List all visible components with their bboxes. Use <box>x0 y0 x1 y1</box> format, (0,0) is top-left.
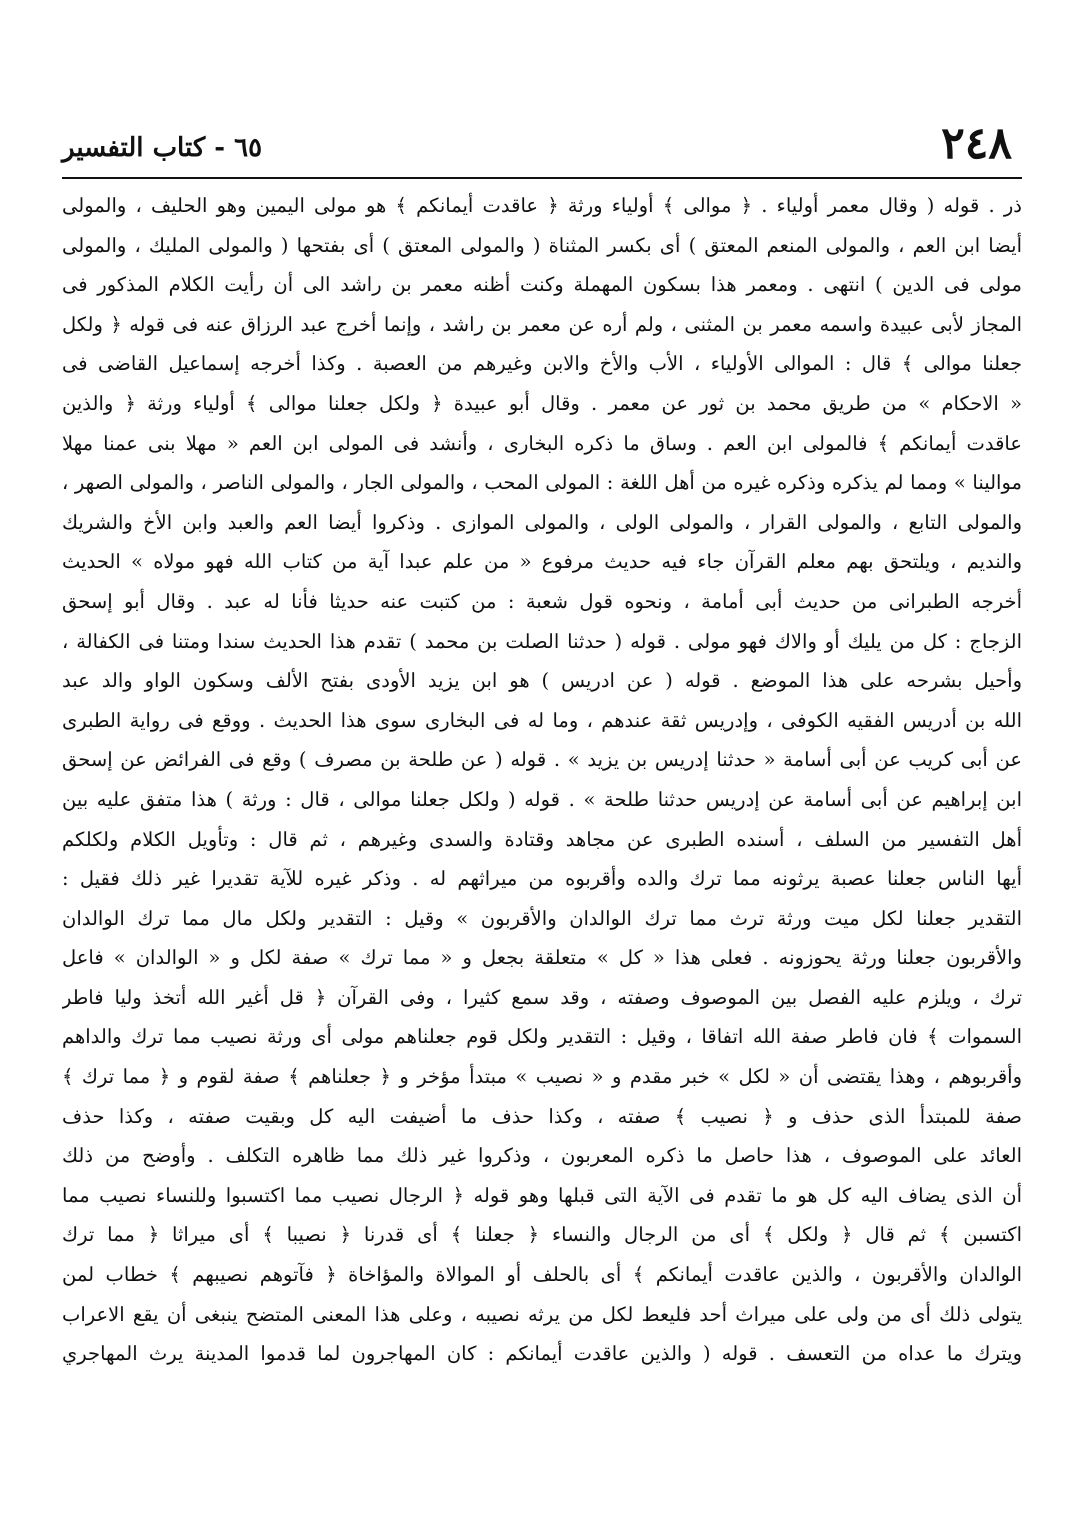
text-line: يتولى ذلك أى من ولى على ميراث أحد فليعط لكل من يرثه نصيبه ، وعلى هذا المعنى المتضح ينبغى أن يقع الاعراب <box>62 1302 1022 1326</box>
text-line: اكتسبن ﴾ ثم قال ﴿ ولكل ﴾ أى من الرجال والنساء ﴿ جعلنا ﴾ أى قدرنا ﴿ نصيبا ﴾ أى ميراثا ﴿ مما ترك <box>62 1223 1022 1247</box>
header-divider <box>62 177 1022 179</box>
text-line: جعلنا موالى ﴾ قال : الموالى الأولياء ، الأب والأخ والابن وغيرهم من العصبة . وكذا أخرجه إسماعيل القاضى فى <box>62 352 1022 376</box>
text-line: عن أبى كريب عن أبى أسامة « حدثنا إدريس بن يزيد » . قوله ( عن طلحة بن مصرف ) وقع فى الفرائض عن إسحق <box>62 748 1022 772</box>
text-line: السموات ﴾ فان فاطر صفة الله اتفاقا ، وقيل : التقدير ولكل قوم جعلناهم مولى أى ورثة نصيب مما ترك والداهم <box>62 1025 1022 1049</box>
text-line: أيها الناس جعلنا عصبة يرثونه مما ترك والده وأقربوه من ميراثهم له . وذكر غيره للآية تقديرا غير ذلك فقيل : <box>62 867 1022 891</box>
text-line: والمولى التابع ، والمولى القرار ، والمولى الولى ، والمولى الموازى . وذكروا أيضا العم والعبد وابن الأخ والشريك <box>62 510 1022 534</box>
text-line: مولى فى الدين ) انتهى . ومعمر هذا بسكون المهملة وكنت أظنه معمر بن راشد الى أن رأيت الكلام المذكور فى <box>62 273 1022 297</box>
text-line: أن الذى يضاف اليه كل هو ما تقدم فى الآية التى قبلها وهو قوله ﴿ الرجال نصيب مما اكتسبوا وللنساء نصيب مما <box>62 1183 1022 1207</box>
body-text <box>62 186 1022 1374</box>
text-line: أهل التفسير من السلف ، أسنده الطبرى عن مجاهد وقتادة والسدى وغيرهم ، ثم قال : وتأويل الكلام ولكلكم <box>62 827 1022 851</box>
text-line: الله بن أدريس الفقيه الكوفى ، وإدريس ثقة عندهم ، وما له فى البخارى سوى هذا الحديث . ووقع فى رواية الطبرى <box>62 708 1022 732</box>
text-line: ابن إبراهيم عن أبى أسامة عن إدريس حدثنا طلحة » . قوله ( ولكل جعلنا موالى ، قال : ورثة ) هذا متفق عليه بين <box>62 787 1022 811</box>
text-line: وأحيل بشرحه على هذا الموضع . قوله ( عن ادريس ) هو ابن يزيد الأودى بفتح الألف وسكون الواو والد عبد <box>62 669 1022 693</box>
text-line: التقدير جعلنا لكل ميت ورثة ترث مما ترك الوالدان والأقربون » وقيل : التقدير ولكل مال مما ترك الوالدان <box>62 906 1022 930</box>
text-line: المجاز لأبى عبيدة واسمه معمر بن المثنى ، ولم أره عن معمر بن راشد ، وإنما أخرج عبد الرزاق عنه فى قوله ﴿ ولكل <box>62 312 1022 336</box>
text-line: ويترك ما عداه من التعسف . قوله ( والذين عاقدت أيمانكم : كان المهاجرون لما قدموا المدينة يرث المهاجري <box>62 1342 1022 1366</box>
text-line: الوالدان والأقربون ، والذين عاقدت أيمانكم ﴾ أى بالحلف أو الموالاة والمؤاخاة ﴿ فآتوهم نصيبهم ﴾ خطاب لمن <box>62 1263 1022 1287</box>
text-line: صفة للمبتدأ الذى حذف و ﴿ نصيب ﴾ صفته ، وكذا حذف ما أضيفت اليه كل وبقيت صفته ، وكذا حذف <box>62 1104 1022 1128</box>
text-line: ترك ، ويلزم عليه الفصل بين الموصوف وصفته ، وقد سمع كثيرا ، وفى القرآن ﴿ قل أغير الله أتخذ وليا فاطر <box>62 985 1022 1009</box>
text-line: أيضا ابن العم ، والمولى المنعم المعتق ) أى بكسر المثناة ( والمولى المعتق ) أى بفتحها ( والمولى المليك ، والمولى <box>62 233 1022 257</box>
page-number: ٢٤٨ <box>941 118 1012 169</box>
text-line: الزجاج : كل من يليك أو والاك فهو مولى . قوله ( حدثنا الصلت بن محمد ) تقدم هذا الحديث سندا ومتنا فى الكفالة ، <box>62 629 1022 653</box>
text-line: ذر . قوله ( وقال معمر أولياء . ﴿ موالى ﴾ أولياء ورثة ﴿ عاقدت أيمانكم ﴾ هو مولى اليمين وهو الحليف ، والمولى <box>62 194 1022 217</box>
text-line: والأقربون جعلنا ورثة يحوزونه . فعلى هذا « كل » متعلقة بجعل و « مما ترك » صفة لكل و « الوالدان » فاعل <box>62 946 1022 970</box>
text-line: العائد على الموصوف ، هذا حاصل ما ذكره المعربون ، وذكروا غير ذلك مما ظاهره التكلف . وأوضح من ذلك <box>62 1144 1022 1168</box>
text-line: عاقدت أيمانكم ﴾ فالمولى ابن العم . وساق ما ذكره البخارى ، وأنشد فى المولى ابن العم « مهلا بنى عمنا مهلا <box>62 431 1022 455</box>
text-line: « الاحكام » من طريق محمد بن ثور عن معمر . وقال أبو عبيدة ﴿ ولكل جعلنا موالى ﴾ أولياء ورثة ﴿ والذين <box>62 391 1022 415</box>
chapter-title: ٦٥ - كتاب التفسير <box>62 133 263 163</box>
text-line: وأقربوهم ، وهذا يقتضى أن « لكل » خبر مقدم و « نصيب » مبتدأ مؤخر و ﴿ جعلناهم ﴾ صفة لقوم و ﴿ مما ترك ﴾ <box>62 1065 1022 1089</box>
page-header <box>62 118 1012 178</box>
text-line: والنديم ، ويلتحق بهم معلم القرآن جاء فيه حديث مرفوع « من علم عبدا آية من كتاب الله فهو مولاه » الحديث <box>62 550 1022 574</box>
text-line: موالينا » ومما لم يذكره وذكره غيره من أهل اللغة : المولى المحب ، والمولى الجار ، والمولى الناصر ، والمولى الصهر ، <box>62 471 1022 495</box>
text-line: أخرجه الطبرانى من حديث أبى أمامة ، ونحوه قول شعبة : من كتبت عنه حديثا فأنا له عبد . وقال أبو إسحق <box>62 589 1022 613</box>
